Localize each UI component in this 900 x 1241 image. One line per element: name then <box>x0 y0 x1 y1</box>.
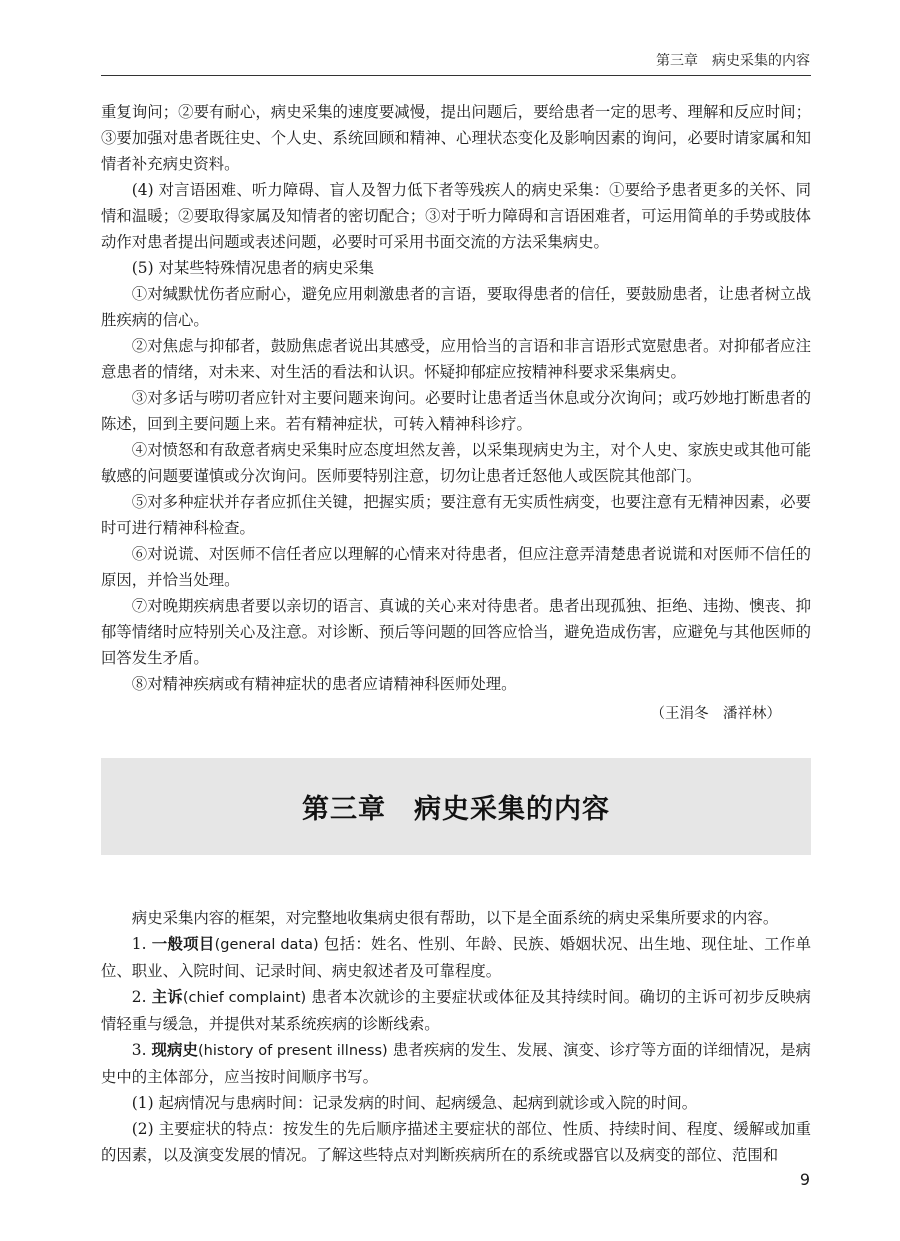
chapter-heading-box <box>101 758 811 855</box>
paragraph: ②对焦虑与抑郁者，鼓励焦虑者说出其感受，应用恰当的言语和非言语形式宽慰患者。对抑郁者应注意患者的情绪，对未来、对生活的看法和认识。怀疑抑郁症应按精神科要求采集病史。 <box>101 337 811 381</box>
authors: （王涓冬 潘祥林） <box>650 706 781 722</box>
item-text: 包括：姓名、性别、年龄、民族、婚姻状况、出生地、现住址、工作单位、职业、入院时间、记录时间、病史叙述者及可靠程度。 <box>101 935 811 980</box>
paragraph: ④对愤怒和有敌意者病史采集时应态度坦然友善，以采集现病史为主，对个人史、家族史或其他可能敏感的问题要谨慎或分次询问。医师要特别注意，切勿让患者迁怒他人或医院其他部门。 <box>101 441 811 485</box>
intro-paragraph: 病史采集内容的框架，对完整地收集病史很有帮助，以下是全面系统的病史采集所要求的内容。 <box>131 909 779 927</box>
paragraph: (5) 对某些特殊情况患者的病史采集 <box>131 259 374 277</box>
paragraph: 重复询问；②要有耐心，病史采集的速度要减慢，提出问题后，要给患者一定的思考、理解和反应时间；③要加强对患者既往史、个人史、系统回顾和精神、心理状态变化及影响因素的询问，必要时请家属和知情者补充病史资料。 <box>101 103 811 173</box>
paragraph: ⑧对精神疾病或有精神症状的患者应请精神科医师处理。 <box>131 675 517 693</box>
item-present-illness <box>101 1037 811 1090</box>
item-number: 2. <box>131 988 147 1006</box>
paragraph: ①对缄默忧伤者应耐心，避免应用刺激患者的言语，要取得患者的信任，要鼓励患者，让患者树立战胜疾病的信心。 <box>101 285 811 329</box>
paragraph: ⑤对多种症状并存者应抓住关键，把握实质；要注意有无实质性病变，也要注意有无精神因素，必要时可进行精神科检查。 <box>101 493 811 537</box>
paragraph: ⑥对说谎、对医师不信任者应以理解的心情来对待患者，但应注意弄清楚患者说谎和对医师不信任的原因，并恰当处理。 <box>101 545 811 589</box>
header-rule <box>101 75 811 76</box>
item-text: 患者疾病的发生、发展、演变、诊疗等方面的详细情况，是病史中的主体部分，应当按时间顺序书写。 <box>101 1041 811 1086</box>
item-term: 现病史 <box>151 1041 198 1059</box>
item-number: 3. <box>131 1041 147 1059</box>
running-head-title: 第三章 病史采集的内容 <box>656 53 810 69</box>
paragraph: ⑦对晚期疾病患者要以亲切的语言、真诚的关心来对待患者。患者出现孤独、拒绝、违拗、懊丧、抑郁等情绪时应特别关心及注意。对诊断、预后等问题的回答应恰当，避免造成伤害，应避免与其他医师的回答发生矛盾。 <box>101 597 811 667</box>
top-section <box>101 99 811 727</box>
item-general-data <box>101 931 811 984</box>
item-english-term: (general data) <box>214 937 319 953</box>
page-number: 9 <box>799 1170 810 1189</box>
chapter-title: 第三章 病史采集的内容 <box>302 794 610 825</box>
item-text: 患者本次就诊的主要症状或体征及其持续时间。确切的主诉可初步反映病情轻重与缓急，并提供对某系统疾病的诊断线索。 <box>101 988 811 1033</box>
item-english-term: (history of present illness) <box>197 1043 388 1059</box>
item-english-term: (chief complaint) <box>182 990 307 1006</box>
paragraph: ③对多话与唠叨者应针对主要问题来询问。必要时让患者适当休息或分次询问；或巧妙地打断患者的陈述，回到主要问题上来。若有精神症状，可转入精神科诊疗。 <box>101 389 811 433</box>
item-chief-complaint <box>101 984 811 1037</box>
paragraph: (4) 对言语困难、听力障碍、盲人及智力低下者等残疾人的病史采集：①要给予患者更多的关怀、同情和温暖；②要取得家属及知情者的密切配合；③对于听力障碍和言语困难者，可运用简单的手势或肢体动作对患者提出问题或表述问题，必要时可采用书面交流的方法采集病史。 <box>101 181 811 251</box>
sub-paragraph: (1) 起病情况与患病时间：记录发病的时间、起病缓急、起病到就诊或入院的时间。 <box>131 1094 698 1112</box>
item-term: 一般项目 <box>151 935 215 953</box>
item-number: 1. <box>131 935 147 953</box>
bottom-section <box>101 905 811 1168</box>
sub-paragraph: (2) 主要症状的特点：按发生的先后顺序描述主要症状的部位、性质、持续时间、程度、缓解或加重的因素，以及演变发展的情况。了解这些特点对判断疾病所在的系统或器官以及病变的部位、范围和 <box>101 1120 811 1164</box>
item-term: 主诉 <box>151 988 183 1006</box>
